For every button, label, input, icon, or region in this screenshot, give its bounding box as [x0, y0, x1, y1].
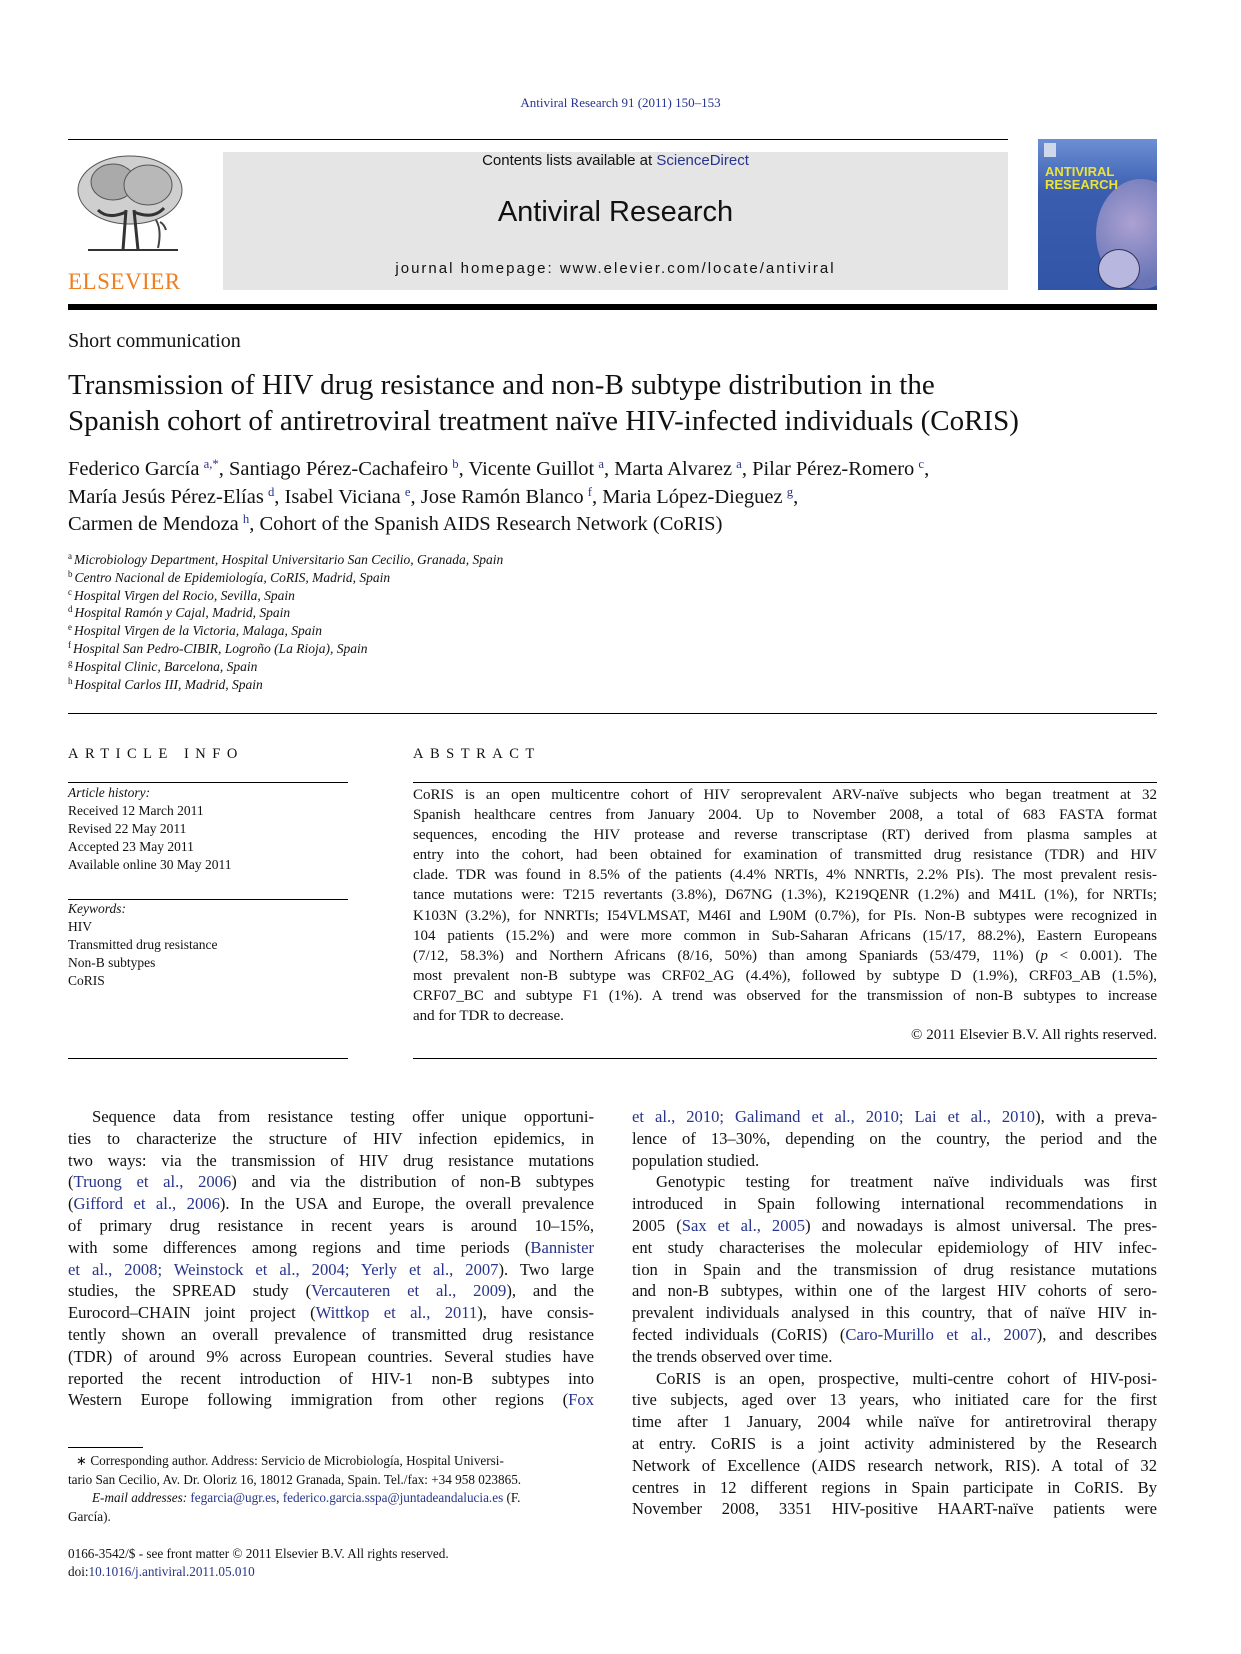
text-run: Spanish healthcare centres from January 2004. Up to November 2008, a total of 683 FASTA format	[413, 807, 1157, 824]
text-line	[413, 906, 1157, 926]
author-name[interactable]: Maria López-Dieguez	[602, 485, 783, 508]
text-line-content	[632, 1434, 1157, 1453]
email-suffix: (F.	[503, 1490, 521, 1505]
text-run: ), and describes	[1036, 1324, 1158, 1344]
elsevier-tree-icon	[68, 150, 195, 262]
text-line-content	[68, 1325, 594, 1344]
author-name[interactable]: Federico García	[68, 458, 200, 480]
text-line-content	[413, 968, 1157, 984]
section-rule	[68, 713, 1157, 714]
text-run: studies, the SPREAD study (	[68, 1281, 312, 1301]
citation-link[interactable]: Sax et al., 2005	[681, 1215, 806, 1235]
header-thick-rule	[68, 304, 1157, 310]
text-run: Eurocord–CHAIN joint project (	[68, 1303, 316, 1323]
text-run: centres in 12 different regions in Spain participate in CoRIS. By	[632, 1477, 1157, 1497]
title-line: Transmission of HIV drug resistance and non-B subtype distribution in the	[68, 369, 935, 401]
email-link[interactable]: fegarcia@ugr.es	[190, 1490, 277, 1505]
front-matter	[68, 1545, 449, 1581]
affiliation-text: Hospital Carlos III, Madrid, Spain	[74, 676, 263, 692]
text-line-content	[68, 1303, 594, 1322]
text-line-content	[68, 1238, 594, 1257]
text-line-content	[656, 1369, 1157, 1388]
text-line	[413, 805, 1157, 825]
text-run: the trends observed over time.	[632, 1346, 833, 1366]
article-info-heading: ARTICLE INFO	[68, 746, 244, 762]
text-line	[413, 946, 1157, 966]
cover-title-line: RESEARCH	[1045, 177, 1118, 192]
citation-link[interactable]: Truong et al., 2006	[73, 1172, 232, 1192]
footnote-rule	[68, 1447, 143, 1448]
text-line-content	[632, 1347, 832, 1366]
text-run: 2005 (	[632, 1215, 682, 1235]
author-affiliation-mark[interactable]: h	[242, 512, 250, 527]
text-run: 104 patients (15.2%) and were more common in Sub-Saharan Africans (15/17, 88.2%), Eastern Europeans	[413, 927, 1157, 944]
text-line	[632, 1477, 1157, 1499]
abstract-rule	[413, 1058, 1157, 1059]
abstract-copyright: © 2011 Elsevier B.V. All rights reserved.	[911, 1027, 1157, 1043]
text-line-content	[413, 847, 1157, 863]
text-run: with some differences among regions and time periods (	[68, 1237, 531, 1257]
text-run: most prevalent non-B subtype was CRF02_AG (4.4%), followed by subtype D (1.9%), CRF03_AB (1.5%),	[413, 967, 1157, 984]
text-line	[632, 1302, 1157, 1324]
text-run: prevalent individuals analysed in this country, that of naïve HIV in-	[632, 1303, 1157, 1323]
text-line	[632, 1193, 1157, 1215]
text-line-content	[413, 988, 1157, 1004]
affiliation-text: Hospital Virgen del Rocio, Sevilla, Spain	[74, 587, 295, 603]
text-line-content	[413, 787, 1157, 803]
text-line-content	[632, 1303, 1157, 1322]
text-run: population studied.	[632, 1150, 760, 1170]
cover-title-line: ANTIVIRAL	[1045, 164, 1115, 179]
text-run: (	[68, 1194, 74, 1214]
text-run: Western Europe following immigration from other regions (	[68, 1390, 569, 1410]
text-line-content	[413, 908, 1157, 924]
text-run: tion in Spain and the transmission of drug resistance mutations	[632, 1259, 1157, 1279]
author-affiliation-mark[interactable]: d	[267, 484, 275, 499]
text-run: ). Two large	[498, 1259, 594, 1279]
author-line: Carmen de Mendoza $^h$, Cohort of the Spanish AIDS Research Network (CoRIS)	[68, 512, 723, 536]
history-date: Revised 22 May 2011	[68, 821, 187, 836]
affiliation	[68, 604, 503, 622]
text-line	[413, 785, 1157, 805]
keyword: Non-B subtypes	[68, 955, 156, 970]
text-line-content	[632, 1456, 1157, 1475]
affiliation	[68, 587, 503, 605]
affiliation-mark: f	[68, 640, 71, 651]
text-run: ) and nowadays is almost universal. The pres-	[805, 1215, 1157, 1235]
author-affiliation-mark[interactable]: a	[598, 457, 604, 472]
citation-link[interactable]: Fox	[568, 1390, 594, 1410]
journal-homepage-link[interactable]: journal homepage: www.elevier.com/locate/antiviral	[395, 260, 836, 277]
contents-text: Contents lists available at	[482, 152, 657, 169]
header-top-rule	[68, 139, 1008, 140]
affiliation-list	[68, 551, 503, 693]
keyword: HIV	[68, 919, 92, 934]
text-line	[68, 1389, 594, 1411]
history-label: Article history:	[68, 785, 151, 800]
citation-link[interactable]: Bannister	[530, 1237, 594, 1257]
author-line: Federico García $^{a,*}$, Santiago Pérez-Cachafeiro $^b$, Vicente Guillot $^a$, Marta Alvarez $^a$, Pilar Pérez-Romero $^c$,	[68, 457, 930, 480]
text-line-content	[632, 1238, 1157, 1257]
text-run: ) and via the distribution of non-B subtypes	[231, 1172, 594, 1192]
author-name[interactable]: Carmen de Mendoza	[68, 513, 239, 536]
citation-link[interactable]: Wittkop et al., 2011	[315, 1303, 478, 1323]
text-line-content	[632, 1325, 1157, 1344]
author-name[interactable]: Vicente Guillot	[468, 458, 595, 480]
text-run: and for TDR to decrease.	[413, 1008, 564, 1025]
author-name[interactable]: Cohort of the Spanish AIDS Research Network (CoRIS)	[259, 513, 723, 536]
history-date: Accepted 23 May 2011	[68, 839, 194, 854]
text-run: Network of Excellence (AIDS research network, RIS). A total of 32	[632, 1455, 1157, 1475]
text-line-content	[656, 1172, 1157, 1191]
text-run: fected individuals (CoRIS) (	[632, 1324, 846, 1344]
abstract-rule	[413, 782, 1157, 783]
text-run: time after 1 January, 2004 while naïve for antiretroviral therapy	[632, 1412, 1157, 1432]
email-label: E-mail addresses:	[92, 1490, 191, 1505]
affiliation-mark: h	[68, 675, 73, 686]
affiliation-text: Hospital Clinic, Barcelona, Spain	[74, 658, 258, 674]
text-run: (7/12, 58.3%) and Northern Africans (8/16, 50%) than among Spaniards (53/479, 11%) (	[413, 947, 1041, 964]
text-line	[68, 1128, 594, 1150]
cover-cell-graphic	[1098, 249, 1140, 289]
body-column-right	[632, 1106, 1157, 1520]
text-run: (TDR) of around 9% across European countries. Several studies have	[68, 1346, 594, 1366]
journal-banner	[223, 152, 1008, 290]
elsevier-logo[interactable]	[68, 150, 195, 294]
article-title	[68, 367, 1019, 439]
footnote	[68, 1452, 594, 1526]
text-line-content	[413, 948, 1157, 964]
text-line	[632, 1346, 1157, 1368]
text-run: < 0.001). The	[1047, 947, 1157, 964]
text-line-content	[632, 1281, 1157, 1300]
affiliation-mark: a	[68, 551, 72, 562]
text-line-content	[632, 1216, 1157, 1235]
citation-link[interactable]: Caro-Murillo et al., 2007	[845, 1324, 1037, 1344]
text-run: ent study characterises the molecular epidemiology of HIV infec-	[632, 1237, 1157, 1257]
text-line-content	[68, 1260, 594, 1279]
body-column-left	[68, 1106, 594, 1411]
author-affiliation-mark[interactable]: g	[786, 484, 794, 499]
text-line	[632, 1150, 1157, 1172]
text-line	[68, 1324, 594, 1346]
text-run: of primary drug resistance in recent years is around 10–15%,	[68, 1215, 594, 1235]
author-list	[68, 456, 929, 539]
author-affiliation-mark[interactable]: c	[918, 457, 925, 472]
author-affiliation-mark[interactable]: f	[587, 484, 592, 499]
text-line	[413, 1006, 1157, 1026]
text-line	[632, 1498, 1157, 1520]
text-run: CoRIS is an open, prospective, multi-centre cohort of HIV-posi-	[656, 1368, 1157, 1388]
footnote-line	[68, 1471, 594, 1490]
article-history	[68, 784, 231, 874]
text-line-content	[413, 867, 1157, 883]
text-line	[632, 1411, 1157, 1433]
text-line-content	[68, 1281, 594, 1300]
text-line	[68, 1302, 594, 1324]
author-name[interactable]: Santiago Pérez-Cachafeiro	[229, 458, 449, 480]
text-line	[632, 1106, 1157, 1128]
author-affiliation-mark[interactable]: b	[452, 457, 459, 472]
text-line	[632, 1455, 1157, 1477]
text-line-content	[68, 1172, 594, 1191]
text-run: tive subjects, aged over 13 years, who initiated care for the first	[632, 1390, 1157, 1410]
journal-reference-link[interactable]: Antiviral Research 91 (2011) 150–153	[520, 95, 721, 110]
author-name[interactable]: Pilar Pérez-Romero	[752, 458, 915, 480]
affiliation-text: Hospital Virgen de la Victoria, Malaga, Spain	[74, 623, 322, 639]
text-line-content	[68, 1216, 594, 1235]
text-line	[632, 1433, 1157, 1455]
text-line	[68, 1346, 594, 1368]
text-line-content	[413, 887, 1157, 903]
article-info-rule	[68, 782, 348, 783]
keywords-label: Keywords:	[68, 901, 126, 916]
text-line-content	[632, 1151, 759, 1170]
citation-link[interactable]: Vercauteren et al., 2009	[311, 1281, 507, 1301]
contents-line	[223, 152, 1008, 169]
text-line-content	[632, 1499, 1157, 1518]
text-line-content	[68, 1151, 594, 1170]
text-run: (	[68, 1172, 74, 1192]
cover-title	[1045, 165, 1118, 191]
author-name[interactable]: Jose Ramón Blanco	[420, 485, 584, 508]
text-line	[413, 845, 1157, 865]
text-line	[632, 1324, 1157, 1346]
abstract-heading: ABSTRACT	[413, 746, 541, 762]
doi-link[interactable]: 10.1016/j.antiviral.2011.05.010	[88, 1564, 255, 1579]
italic-run: p	[1040, 947, 1048, 964]
doi-label: doi:	[68, 1564, 89, 1579]
front-matter-text: 0166-3542/$ - see front matter © 2011 Elsevier B.V. All rights reserved.	[68, 1546, 449, 1561]
text-line	[632, 1215, 1157, 1237]
text-line-content	[68, 1194, 594, 1213]
affiliation-text: Hospital Ramón y Cajal, Madrid, Spain	[74, 605, 291, 621]
text-line	[68, 1150, 594, 1172]
history-date: Received 12 March 2011	[68, 803, 204, 818]
text-line	[413, 926, 1157, 946]
text-line-content	[632, 1129, 1157, 1148]
text-line	[68, 1237, 594, 1259]
text-line	[413, 966, 1157, 986]
abstract-text	[413, 785, 1157, 1026]
text-run: and non-B subtypes, within one of the largest HIV cohorts of sero-	[632, 1281, 1157, 1301]
text-line-content	[68, 1369, 594, 1388]
text-line	[632, 1280, 1157, 1302]
text-run: entry into the cohort, had been obtained for examination of transmitted drug resistance (TDR) and HIV	[413, 847, 1157, 864]
affiliation	[68, 658, 503, 676]
title-line: Spanish cohort of antiretroviral treatment naïve HIV-infected individuals (CoRIS)	[68, 405, 1019, 437]
text-line	[68, 1259, 594, 1281]
affiliation-text: Centro Nacional de Epidemiología, CoRIS, Madrid, Spain	[74, 569, 391, 585]
citation-link[interactable]: et al., 2008; Weinstock et al., 2004; Yerly et al., 2007	[68, 1259, 499, 1279]
text-line-content	[92, 1107, 594, 1126]
text-line	[68, 1215, 594, 1237]
text-run: at entry. CoRIS is a joint activity administered by the Research	[632, 1433, 1157, 1453]
text-line-content	[632, 1390, 1157, 1409]
text-run: K103N (3.2%), for NNRTIs; I54VLMSAT, M46I and L90M (0.7%), for PIs. Non-B subtypes were recognized in	[413, 907, 1157, 924]
text-run: CoRIS is an open multicentre cohort of HIV seroprevalent ARV-naïve subjects who began treatment at 32	[413, 787, 1157, 803]
corresponding-author-text: tario San Cecilio, Av. Dr. Oloriz 16, 18012 Granada, Spain. Tel./fax: +34 958 023865.	[68, 1471, 522, 1487]
journal-title: Antiviral Research	[497, 196, 734, 228]
affiliation	[68, 569, 503, 587]
text-run: CRF07_BC and subtype F1 (1%). A trend was observed for the transmission of non-B subtypes to increase	[413, 987, 1157, 1004]
affiliation-mark: c	[68, 586, 72, 597]
affiliation-text: Hospital San Pedro-CIBIR, Logroño (La Rioja), Spain	[73, 640, 368, 656]
journal-cover-image[interactable]	[1038, 139, 1157, 290]
text-line-content	[68, 1129, 594, 1148]
text-line	[413, 986, 1157, 1006]
affiliation	[68, 676, 503, 694]
text-line-content	[413, 1008, 564, 1024]
email-line	[68, 1489, 594, 1508]
text-run: reported the recent introduction of HIV-1 non-B subtypes into	[68, 1368, 594, 1388]
text-run: tently shown an overall prevalence of transmitted drug resistance	[68, 1324, 594, 1344]
cover-elsevier-icon	[1044, 143, 1056, 157]
text-run: introduced in Spain following international recommendations in	[632, 1194, 1157, 1214]
text-line-content	[68, 1347, 594, 1366]
author-affiliation-mark[interactable]: a,*	[203, 457, 219, 472]
history-date: Available online 30 May 2011	[68, 857, 232, 872]
text-line	[632, 1128, 1157, 1150]
text-line	[68, 1280, 594, 1302]
author-name[interactable]: Isabel Viciana	[284, 485, 401, 508]
text-line	[413, 885, 1157, 905]
affiliation	[68, 551, 503, 569]
text-run: Sequence data from resistance testing offer unique opportuni-	[92, 1107, 594, 1126]
text-line	[68, 1106, 594, 1128]
affiliation-mark: g	[68, 657, 73, 668]
article-type: Short communication	[68, 330, 241, 352]
author-affiliation-mark[interactable]: e	[404, 484, 411, 499]
text-run: ), and the	[506, 1281, 594, 1301]
text-line	[68, 1193, 594, 1215]
article-info-rule	[68, 1058, 348, 1059]
text-line	[413, 825, 1157, 845]
text-run: clade. TDR was found in 8.5% of the patients (4.4% NRTIs, 4% NNRTIs, 2.2% PIs). The most prevalent resis-	[413, 867, 1157, 884]
author-line: María Jesús Pérez-Elías $^d$, Isabel Viciana $^e$, Jose Ramón Blanco $^f$, Maria López-Dieguez $^g$,	[68, 484, 799, 508]
footnote-line	[68, 1452, 594, 1471]
affiliation	[68, 640, 503, 658]
affiliation-text: Microbiology Department, Hospital Universitario San Cecilio, Granada, Spain	[74, 552, 504, 567]
text-line-content	[632, 1194, 1157, 1213]
text-run: ), have consis-	[477, 1303, 594, 1323]
text-line	[632, 1368, 1157, 1390]
text-run: ). In the USA and Europe, the overall prevalence	[219, 1194, 594, 1214]
text-line	[68, 1368, 594, 1390]
affiliation	[68, 622, 503, 640]
footnote-line: García).	[68, 1508, 111, 1524]
text-run: tance mutations were: T215 revertants (3.8%), D67NG (1.3%), K219QENR (1.2%) and M41L (1%), for NRTIs;	[413, 887, 1157, 904]
text-line-content	[632, 1478, 1157, 1497]
separator: ,	[276, 1490, 283, 1505]
text-line-content	[413, 827, 1157, 843]
text-run: two ways: via the transmission of HIV drug resistance mutations	[68, 1150, 594, 1170]
text-run: ties to characterize the structure of HIV infection epidemics, in	[68, 1128, 594, 1148]
affiliation-mark: b	[68, 568, 73, 579]
citation-link[interactable]: et al., 2010; Galimand et al., 2010; Lai et al., 2010	[632, 1107, 1036, 1126]
keywords	[68, 900, 217, 990]
text-line	[632, 1389, 1157, 1411]
text-line	[632, 1259, 1157, 1281]
text-line-content	[632, 1260, 1157, 1279]
text-run: sequences, encoding the HIV protease and reverse transcriptase (RT) derived from plasma samples at	[413, 827, 1157, 844]
email-link[interactable]: federico.garcia.sspa@juntadeandalucia.es	[282, 1490, 504, 1505]
text-line-content	[413, 928, 1157, 944]
affiliation-mark: e	[68, 622, 72, 633]
text-run: November 2008, 3351 HIV-positive HAART-naïve patients were	[632, 1499, 1157, 1519]
text-line	[632, 1237, 1157, 1259]
text-run: lence of 13–30%, depending on the country, the period and the	[632, 1128, 1157, 1148]
text-run: ), with a preva-	[1035, 1107, 1157, 1126]
affiliation-mark: d	[68, 604, 73, 615]
keyword: Transmitted drug resistance	[68, 937, 218, 952]
text-line-content	[413, 807, 1157, 823]
text-line-content	[632, 1412, 1157, 1431]
text-line	[68, 1171, 594, 1193]
author-name[interactable]: María Jesús Pérez-Elías	[68, 485, 264, 508]
elsevier-wordmark: ELSEVIER	[68, 269, 181, 294]
journal-reference[interactable]	[0, 95, 1241, 111]
author-name[interactable]: Marta Alvarez	[614, 458, 733, 480]
text-line	[413, 865, 1157, 885]
citation-link[interactable]: Gifford et al., 2006	[73, 1194, 220, 1214]
text-line-content	[632, 1107, 1157, 1126]
sciencedirect-link[interactable]: ScienceDirect	[656, 152, 749, 169]
text-line	[632, 1171, 1157, 1193]
keyword: CoRIS	[68, 973, 105, 988]
text-line-content	[68, 1390, 594, 1409]
author-affiliation-mark[interactable]: a	[736, 457, 742, 472]
text-run: Genotypic testing for treatment naïve individuals was first	[656, 1172, 1157, 1192]
corresponding-author-text: ∗ Corresponding author. Address: Servicio de Microbiología, Hospital Universi-	[76, 1453, 504, 1468]
